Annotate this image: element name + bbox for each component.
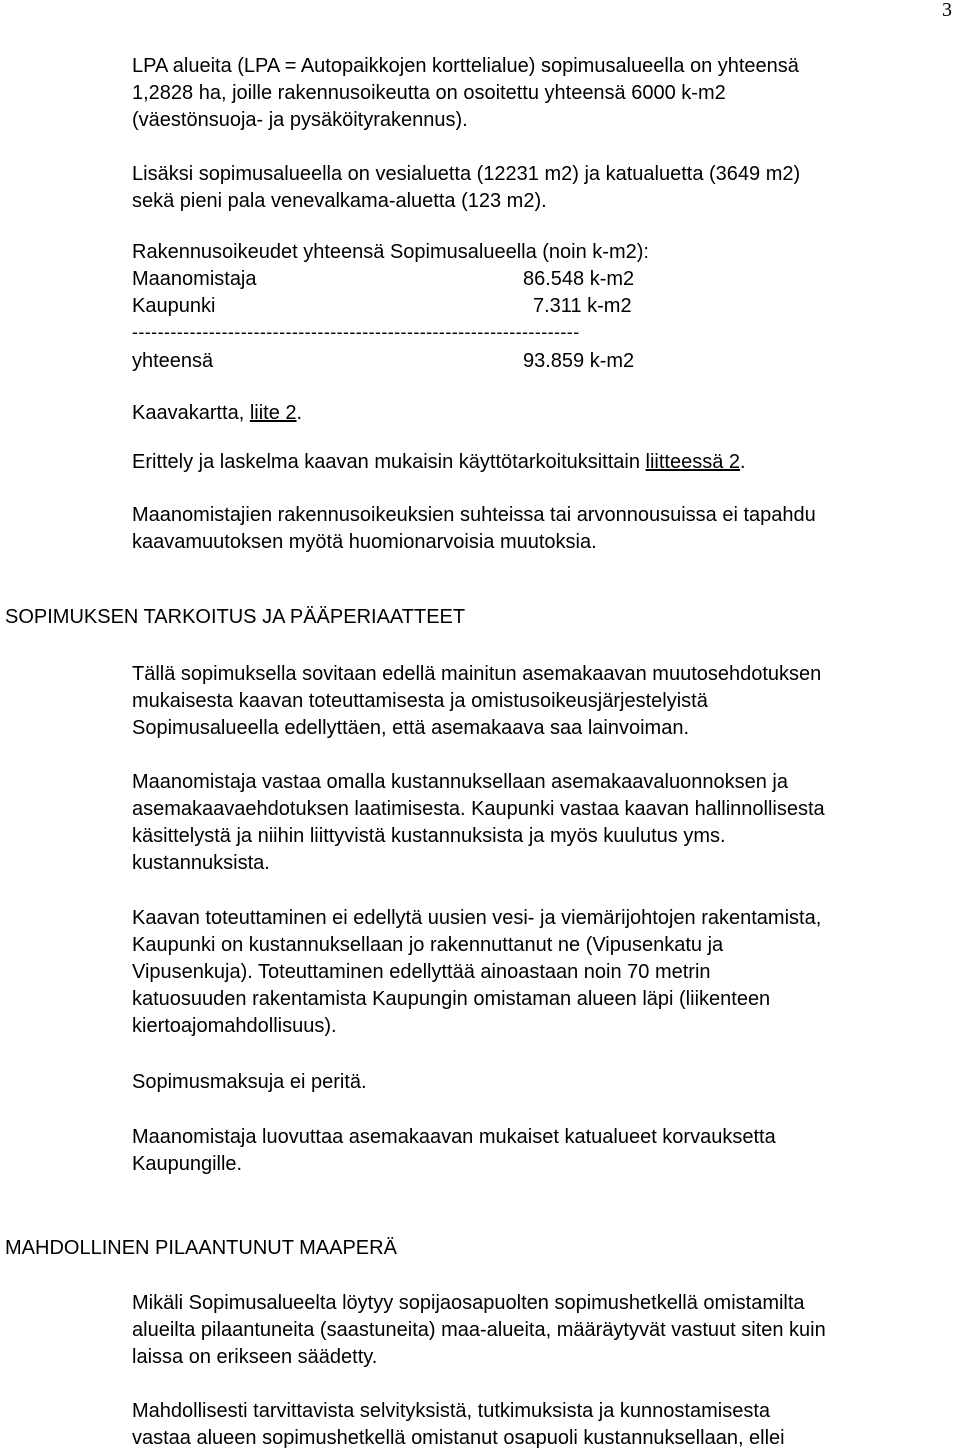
map-reference-link[interactable]: liite 2 <box>249 402 297 424</box>
contaminated-p1-line-2: alueilta pilaantuneita (saastuneita) maa-alueita, määräytyvät vastuut siten kuin <box>132 1319 826 1341</box>
water-areas-line-2: sekä pieni pala venevalkama-aluetta (123 m2). <box>132 190 547 212</box>
intro-line-1: LPA alueita (LPA = Autopaikkojen korttelialue) sopimusalueella on yhteensä <box>132 55 799 77</box>
contaminated-p2-line-2: vastaa alueen sopimushetkellä omistanut osapuoli kustannuksellaan, ellei <box>132 1427 785 1449</box>
section-heading-contaminated-soil: MAHDOLLINEN PILAANTUNUT MAAPERÄ <box>5 1237 397 1259</box>
intro-line-3: (väestönsuoja- ja pysäköityrakennus). <box>132 109 468 131</box>
water-areas-line-1: Lisäksi sopimusalueella on vesialuetta (12231 m2) ja katualuetta (3649 m2) <box>132 163 801 185</box>
purpose-p5-line-1: Maanomistaja luovuttaa asemakaavan mukaiset katualueet korvauksetta <box>132 1126 776 1148</box>
map-reference-after: . <box>296 402 303 424</box>
purpose-p3-line-1: Kaavan toteuttaminen ei edellytä uusien vesi- ja viemärijohtojen rakentamista, <box>132 907 822 929</box>
section-heading-purpose: SOPIMUKSEN TARKOITUS JA PÄÄPERIAATTEET <box>5 606 466 628</box>
breakdown-reference <box>132 449 746 477</box>
building-rights-value-owner: 86.548 k-m2 <box>523 268 635 290</box>
purpose-p2-line-4: kustannuksista. <box>132 852 270 874</box>
breakdown-reference-text: Erittely ja laskelma kaavan mukaisin käyttötarkoituksittain <box>132 451 646 473</box>
purpose-p3-line-5: kiertoajomahdollisuus). <box>132 1015 337 1037</box>
map-reference-text: Kaavakartta, <box>132 402 250 424</box>
building-rights-title: Rakennusoikeudet yhteensä Sopimusalueella (noin k-m2): <box>132 241 649 263</box>
building-rights-label-city: Kaupunki <box>132 295 216 317</box>
page-number: 3 <box>942 0 952 21</box>
map-reference <box>132 400 302 428</box>
contaminated-p2-line-1: Mahdollisesti tarvittavista selvityksistä, tutkimuksista ja kunnostamisesta <box>132 1400 771 1422</box>
purpose-p1-line-1: Tällä sopimuksella sovitaan edellä mainitun asemakaavan muutosehdotuksen <box>132 663 822 685</box>
contaminated-p1-line-3: laissa on erikseen säädetty. <box>132 1346 378 1368</box>
intro-line-2: 1,2828 ha, joille rakennusoikeutta on osoitettu yhteensä 6000 k-m2 <box>132 82 726 104</box>
building-rights-total-label: yhteensä <box>132 350 214 372</box>
purpose-p2-line-2: asemakaavaehdotuksen laatimisesta. Kaupunki vastaa kaavan hallinnollisesta <box>132 798 825 820</box>
purpose-p4-line-1: Sopimusmaksuja ei peritä. <box>132 1071 367 1093</box>
purpose-p2-line-1: Maanomistaja vastaa omalla kustannuksellaan asemakaavaluonnoksen ja <box>132 771 788 793</box>
purpose-p5-line-2: Kaupungille. <box>132 1153 243 1175</box>
breakdown-reference-after: . <box>740 451 746 473</box>
purpose-p1-line-3: Sopimusalueella edellyttäen, että asemakaava saa lainvoiman. <box>132 717 690 739</box>
purpose-p3-line-4: katuosuuden rakentamista Kaupungin omistaman alueen läpi (liikenteen <box>132 988 771 1010</box>
purpose-p3-line-3: Vipusenkuja). Toteuttaminen edellyttää ainoastaan noin 70 metrin <box>132 961 711 983</box>
breakdown-reference-link[interactable]: liitteessä 2 <box>645 451 741 473</box>
owners-note-line-2: kaavamuutoksen myötä huomionarvoisia muutoksia. <box>132 531 597 553</box>
purpose-p1-line-2: mukaisesta kaavan toteuttamisesta ja omistusoikeusjärjestelyistä <box>132 690 708 712</box>
building-rights-label-owner: Maanomistaja <box>132 268 257 290</box>
purpose-p3-line-2: Kaupunki on kustannuksellaan jo rakennuttanut ne (Vipusenkatu ja <box>132 934 724 956</box>
building-rights-total-value: 93.859 k-m2 <box>523 350 635 372</box>
owners-note-line-1: Maanomistajien rakennusoikeuksien suhteissa tai arvonnousuissa ei tapahdu <box>132 504 816 526</box>
contaminated-p1-line-1: Mikäli Sopimusalueelta löytyy sopijaosapuolten sopimushetkellä omistamilta <box>132 1292 805 1314</box>
building-rights-value-city: 7.311 k-m2 <box>533 295 632 317</box>
purpose-p2-line-3: käsittelystä ja niihin liittyvistä kustannuksista ja myös kuulutus yms. <box>132 825 726 847</box>
building-rights-separator: ---------------------------------------------------------------------- <box>132 322 580 342</box>
